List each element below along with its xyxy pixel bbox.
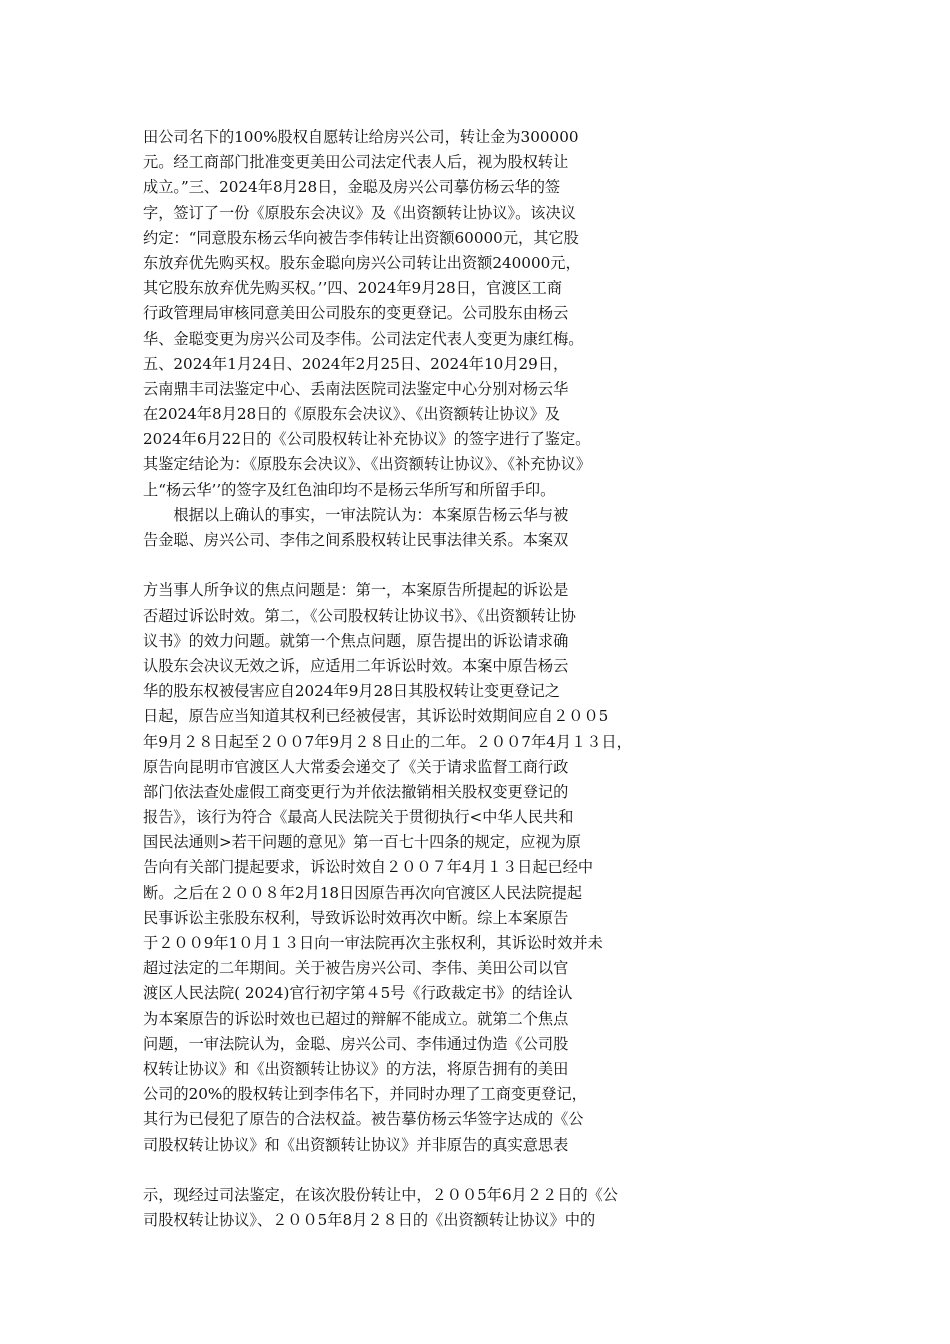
text-line: 国民法通则>若干问题的意见》第一百七十四条的规定，应视为原 — [143, 833, 581, 852]
text-line: 方当事人所争议的焦点问题是：第一，本案原告所提起的诉讼是 — [143, 581, 569, 600]
text-line: 示，现经过司法鉴定，在该次股份转让中，２００5年6月２２日的《公 — [143, 1185, 618, 1204]
document-body — [143, 125, 703, 1233]
text-line: 原告向昆明市官渡区人大常委会递交了《关于请求监督工商行政 — [143, 757, 569, 776]
text-line: 上“杨云华’’的签字及红色油印均不是杨云华所写和所留手印。 — [143, 480, 556, 499]
text-line: 告金聪、房兴公司、李伟之间系股权转让民事法律关系。本案双 — [143, 531, 569, 549]
text-line: 成立。”三、2024年8月28日，金聪及房兴公司摹仿杨云华的签 — [143, 178, 561, 197]
text-line: 部门依法查处虚假工商变更行为并依法撤销相关股权变更登记的 — [143, 782, 569, 801]
text-line: 约定：“同意股东杨云华向被告李伟转让出资额60000元，其它股 — [143, 228, 579, 247]
text-line: 断。之后在２００８年2月18日因原告再次向官渡区人民法院提起 — [143, 883, 583, 902]
text-line: 司股权转让协议》和《出资额转让协议》并非原告的真实意思表 — [143, 1135, 569, 1154]
paragraph-block-1 — [143, 125, 703, 553]
text-line: 五、2024年1月24日、2024年2月25日、2024年10月29日， — [143, 354, 569, 373]
text-line: 认股东会决议无效之诉，应适用二年诉讼时效。本案中原告杨云 — [143, 656, 569, 675]
paragraph-gap — [143, 1158, 703, 1183]
text-line: 元。经工商部门批准变更美田公司法定代表人后，视为股权转让 — [143, 153, 569, 172]
text-line: 公司的20%的股权转让到李伟名下，并同时办理了工商变更登记， — [143, 1085, 587, 1104]
text-line: 议书》的效力问题。就第一个焦点问题，原告提出的诉讼请求确 — [143, 631, 569, 650]
text-line: 字，签订了一份《原股东会决议》及《出资额转让协议》。该决议 — [143, 203, 576, 222]
text-line: 日起，原告应当知道其权利已经被侵害，其诉讼时效期间应自２００5 — [143, 707, 609, 726]
text-line: 渡区人民法院( 2024)官行初字第４5号《行政裁定书》的结诠认 — [143, 984, 573, 1003]
text-line: 田公司名下的100%股权自愿转让给房兴公司，转让金为300000 — [143, 128, 579, 146]
paragraph-gap — [143, 553, 703, 578]
text-line: 否超过诉讼时效。第二，《公司股权转让协议书》、《出资额转让协 — [143, 606, 576, 625]
text-line: 超过法定的二年期间。关于被告房兴公司、李伟、美田公司以官 — [143, 959, 569, 978]
text-line: 报告》，该行为符合《最高人民法院关于贯彻执行<中华人民共和 — [143, 808, 574, 827]
text-line: 告向有关部门提起要求，诉讼时效自２００７年4月１３日起已经中 — [143, 858, 594, 877]
text-line: 华的股东权被侵害应自2024年9月28日其股权转让变更登记之 — [143, 682, 560, 701]
paragraph-block-3 — [143, 1183, 703, 1233]
text-line: 云南鼎丰司法鉴定中心、丢南法医院司法鉴定中心分别对杨云华 — [143, 379, 569, 398]
text-line: 权转让协议》和《出资额转让协议》的方法，将原告拥有的美田 — [143, 1059, 569, 1078]
text-line: 民事诉讼主张股东权利，导致诉讼时效再次中断。综上本案原告 — [143, 908, 569, 927]
text-line: 其它股东放弃优先购买权。’’四、2024年9月28日，官渡区工商 — [143, 279, 563, 298]
text-line: 在2024年8月28日的《原股东会决议》、《出资额转让协议》及 — [143, 405, 560, 424]
text-line: 问题，一审法院认为，金聪、房兴公司、李伟通过伪造《公司股 — [143, 1034, 569, 1053]
text-line: 于２００9年1０月１３日向一审法院再次主张权利，其诉讼时效并未 — [143, 934, 603, 952]
text-line: 华、金聪变更为房兴公司及李伟。公司法定代表人变更为康红梅。 — [143, 329, 584, 348]
text-line: 其鉴定结论为：《原股东会决议》、《出资额转让协议》、《补充协议》 — [143, 455, 592, 474]
text-line: 行政管理局审核同意美田公司股东的变更登记。公司股东由杨云 — [143, 304, 569, 323]
text-line: 根据以上确认的事实，一审法院认为：本案原告杨云华与被 — [143, 505, 569, 524]
text-line: 东放弃优先购买权。股东金聪向房兴公司转让出资额240000元， — [143, 253, 581, 272]
text-line: 其行为已侵犯了原告的合法权益。被告摹仿杨云华签字达成的《公 — [143, 1110, 584, 1129]
text-line: 年9月２８日起至２００7年9月２８日止的二年。２００7年4月１３日， — [143, 732, 632, 751]
text-line: 司股权转让协议》、２００5年8月２８日的《出资额转让协议》中的 — [143, 1211, 596, 1230]
text-line: 2024年6月22日的《公司股权转让补充协议》的签字进行了鉴定。 — [143, 430, 591, 449]
text-line: 为本案原告的诉讼时效也已超过的辩解不能成立。就第二个焦点 — [143, 1009, 569, 1028]
paragraph-block-2 — [143, 578, 703, 1157]
